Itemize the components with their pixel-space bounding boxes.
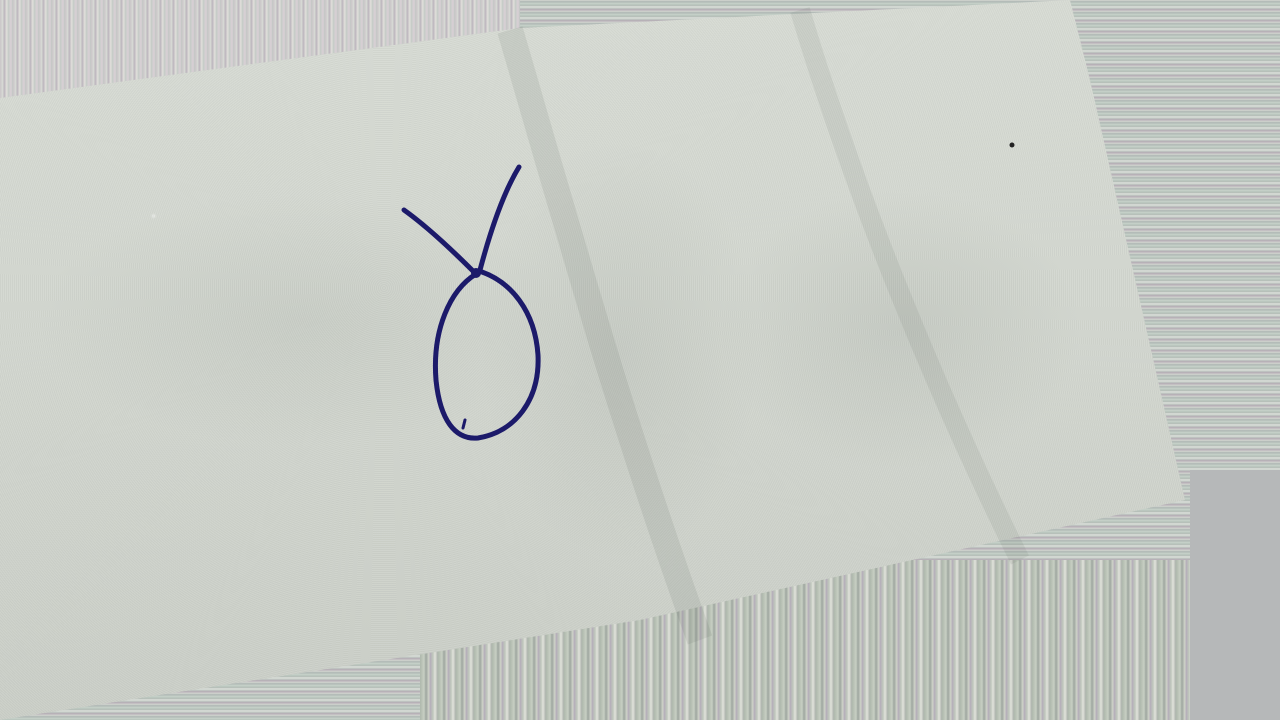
left-stroke xyxy=(404,210,474,272)
ink-knot xyxy=(471,268,481,278)
loop-stroke xyxy=(435,272,538,438)
pen-tail xyxy=(463,420,465,428)
right-stroke xyxy=(480,167,519,270)
